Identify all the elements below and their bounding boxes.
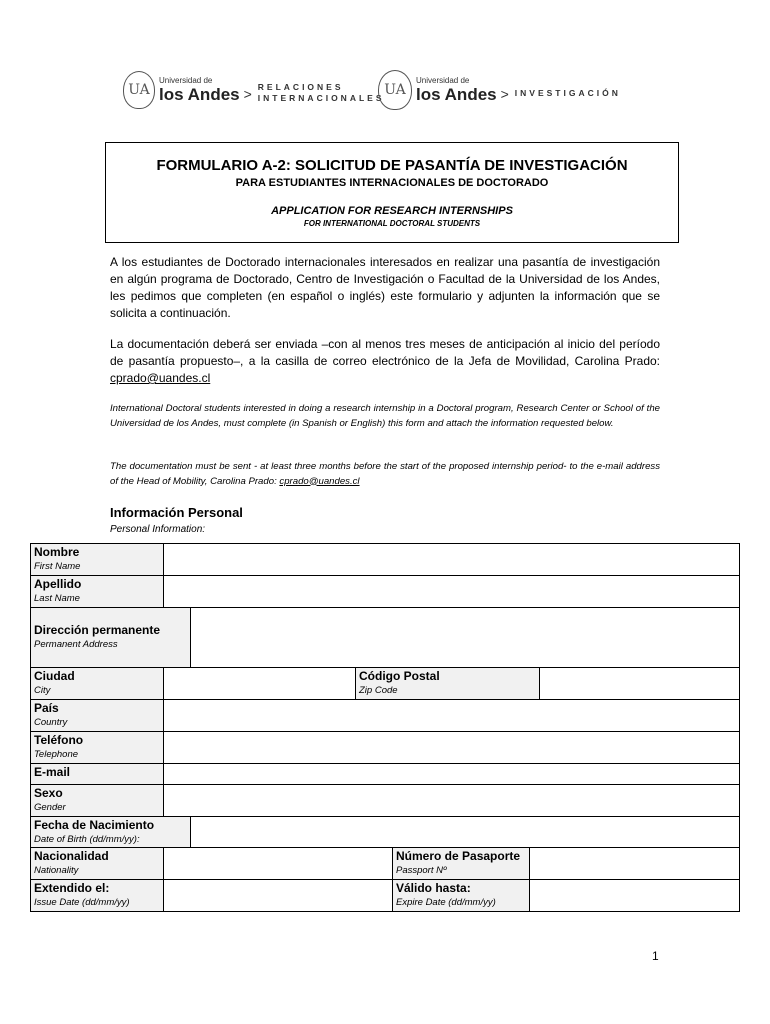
intro-paragraph-en: International Doctoral students interested in doing a research internship in a Doctoral program, Research Center or School of the Universidad de los Andes, must complete (in Spanish or English) this form and attach the information requested below. [110,403,660,429]
chevron-right-icon: > [243,86,252,102]
university-name-small: Universidad de [416,76,470,85]
email-link[interactable]: cprado@uandes.cl [110,371,211,385]
label-nombre [31,544,164,575]
input-pasaporte[interactable] [530,848,739,879]
row-apellido [30,576,740,608]
label-en: Expire Date (dd/mm/yy) [396,897,496,908]
form-title-box [105,142,679,243]
form-title: FORMULARIO A-2: SOLICITUD DE PASANTÍA DE INVESTIGACIÓN [156,157,628,174]
label-en: Telephone [34,749,79,760]
university-name [416,77,497,103]
form-subtitle-english: FOR INTERNATIONAL DOCTORAL STUDENTS [303,219,481,228]
submission-text: La documentación deberá ser enviada –con al menos tres meses de anticipación al inicio del período de pasantía propuesto–, a la casilla de correo electrónico de la Jefa de Movilidad, Carolina Prado: [110,337,660,368]
form-title-english: APPLICATION FOR RESEARCH INTERNSHIPS [271,205,513,217]
input-sexo[interactable] [164,785,739,816]
label-ciudad [31,668,164,699]
input-telefono[interactable] [164,732,739,763]
input-nombre[interactable] [164,544,739,575]
university-crest-icon: UA [123,71,155,109]
university-name-big: los Andes [416,85,497,104]
label-es: Sexo [34,786,63,800]
input-direccion[interactable] [191,608,739,667]
label-telefono [31,732,164,763]
input-fecha-nacimiento[interactable] [191,817,739,847]
university-crest-icon: UA [378,70,412,110]
label-es: Apellido [34,577,82,591]
input-apellido[interactable] [164,576,739,607]
row-fecha-nacimiento [30,817,740,848]
label-en: Date of Birth (dd/mm/yy): [34,834,140,845]
intro-paragraph-es: A los estudiantes de Doctorado internacionales interesados en realizar una pasantía de investigación en algún programa de Doctorado, Centro de Investigación o Facultad de la Universidad de los Andes, les pedimos que completen (en español o inglés) este formulario y adjunten la información que se solicita a continuación. [110,255,660,320]
submission-paragraph-es [110,336,660,387]
label-apellido [31,576,164,607]
row-email [30,764,740,785]
label-sexo [31,785,164,816]
label-en: Passport Nº [396,865,447,876]
label-en: Gender [34,802,66,813]
label-es: Nombre [34,545,80,559]
university-name [159,77,240,103]
chevron-right-icon: > [500,86,509,102]
label-en: First Name [34,561,81,572]
input-nacionalidad[interactable] [164,848,392,879]
label-en: Permanent Address [34,639,118,650]
label-direccion [31,608,191,667]
input-valido-hasta[interactable] [530,880,739,911]
label-es: Número de Pasaporte [396,849,521,863]
label-fecha-nacimiento [31,817,191,847]
label-nacionalidad [31,848,164,879]
department-line-1: RELACIONES [257,82,344,93]
submission-paragraph-en [110,460,660,489]
university-name-big: los Andes [159,85,240,104]
section-title: Información Personal [110,505,243,520]
row-telefono [30,732,740,764]
university-name-small: Universidad de [159,76,213,85]
input-extendido[interactable] [164,880,392,911]
label-es: E-mail [34,765,71,779]
row-pais [30,700,740,732]
row-ciudad [30,668,740,700]
label-email [31,764,164,784]
row-extendido [30,880,740,912]
page-number: 1 [652,949,659,963]
label-es: Teléfono [34,733,84,747]
label-codigo-postal [355,668,540,699]
input-codigo-postal[interactable] [540,668,739,699]
section-subtitle: Personal Information: [110,524,206,535]
logo-investigacion [378,68,621,112]
label-es: País [34,701,59,715]
label-en: Country [34,717,68,728]
label-es: Fecha de Nacimiento [34,818,155,832]
input-pais[interactable] [164,700,739,731]
label-en: Issue Date (dd/mm/yy) [34,897,130,908]
label-extendido [31,880,164,911]
department-line-2: INTERNACIONALES [257,93,385,103]
input-email[interactable] [164,764,739,784]
department-name [258,82,385,103]
row-direccion [30,608,740,668]
email-link[interactable]: cprado@uandes.cl [279,475,360,487]
row-sexo [30,785,740,817]
label-es: Dirección permanente [34,623,161,637]
form-subtitle: PARA ESTUDIANTES INTERNACIONALES DE DOCTORADO [235,177,549,189]
logo-relaciones-internacionales [123,68,385,112]
label-es: Válido hasta: [396,881,471,895]
label-en: Nationality [34,865,79,876]
label-es: Extendido el: [34,881,110,895]
label-en: Zip Code [359,685,398,696]
header-logos [0,68,770,112]
label-en: City [34,685,51,696]
label-pais [31,700,164,731]
row-nacionalidad [30,848,740,880]
row-nombre [30,543,740,576]
label-es: Ciudad [34,669,75,683]
department-name: INVESTIGACIÓN [514,87,621,98]
label-es: Código Postal [359,669,440,683]
label-valido-hasta [392,880,530,911]
input-ciudad[interactable] [164,668,355,699]
submission-text: The documentation must be sent - at least three months before the start of the proposed internship period- to the e-mail address of the Head of Mobility, Carolina Prado: [110,461,660,487]
label-pasaporte [392,848,530,879]
label-es: Nacionalidad [34,849,109,863]
label-en: Last Name [34,593,80,604]
